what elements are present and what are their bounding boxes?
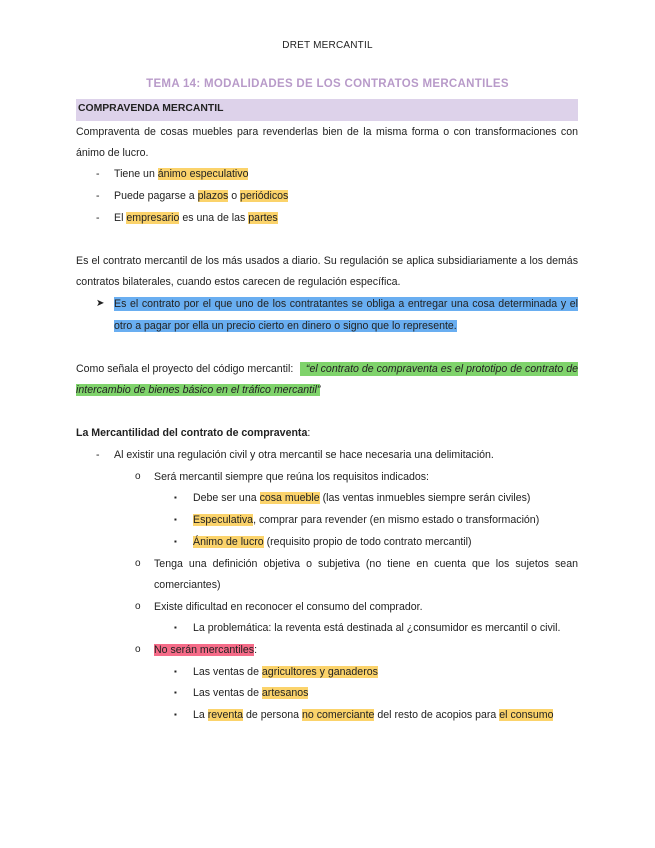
list-item xyxy=(114,167,248,181)
list-item-text: , comprar para revender (en mismo estado o transformación) xyxy=(253,514,540,526)
list-item-text: El xyxy=(114,212,127,224)
section-heading: COMPRAVENDA MERCANTIL xyxy=(78,103,224,114)
page-title: TEMA 14: MODALIDADES DE LOS CONTRATOS MERCANTILES xyxy=(146,78,509,90)
paragraph-2-line-1: Es el contrato mercantil de los más usados a diario. Su regulación se aplica subsidiariamente a los demás xyxy=(76,255,578,267)
list-item-text: : xyxy=(254,644,258,656)
quote-intro: Como señala el proyecto del código mercantil: xyxy=(76,363,294,375)
list-item xyxy=(154,643,257,657)
subheading-text: La Mercantilidad del contrato de compraventa xyxy=(76,427,308,439)
list-item-text: Puede pagarse a xyxy=(114,190,198,202)
list-item-text: Las ventas de xyxy=(193,687,262,699)
list-item xyxy=(114,189,288,203)
highlight-orange: el consumo xyxy=(499,709,554,721)
list-item xyxy=(193,686,308,700)
highlight-orange: Ánimo de lucro xyxy=(193,536,264,548)
highlight-orange: Especulativa xyxy=(193,514,254,526)
list-item-line-1: Tenga una definición objetiva o subjetiva (no tiene en cuenta que los sujetos sean xyxy=(154,558,578,570)
list-item-line-2: comerciantes) xyxy=(154,579,221,591)
list-item xyxy=(193,708,553,722)
square-bullet: ▪ xyxy=(174,493,177,502)
paragraph-1-line-2: ánimo de lucro. xyxy=(76,147,149,159)
list-item xyxy=(114,211,278,225)
list-item: Será mercantil siempre que reúna los requisitos indicados: xyxy=(154,471,429,483)
square-bullet: ▪ xyxy=(174,667,177,676)
section-heading-bar xyxy=(76,99,578,121)
square-bullet: ▪ xyxy=(174,623,177,632)
dash-bullet: - xyxy=(96,190,100,202)
arrow-bullet: ➤ xyxy=(96,298,105,309)
list-item xyxy=(193,535,472,549)
page-header: DRET MERCANTIL xyxy=(282,40,373,51)
highlight-orange: partes xyxy=(248,212,278,224)
list-item-text: (las ventas inmuebles siempre serán civiles) xyxy=(319,492,531,504)
list-item-text: La xyxy=(193,709,208,721)
list-item: La problemática: la reventa está destinada al ¿consumidor es mercantil o civil. xyxy=(193,622,561,634)
highlight-pink: No serán mercantiles xyxy=(154,644,255,656)
circle-bullet: o xyxy=(135,644,141,655)
list-item xyxy=(193,665,378,679)
paragraph-1-line-1: Compraventa de cosas muebles para revenderlas bien de la misma forma o con transformaciones con xyxy=(76,126,578,138)
quote-line-1: “el contrato de compraventa es el prototipo de contrato de xyxy=(300,362,578,376)
circle-bullet: o xyxy=(135,558,141,569)
definition-line-2 xyxy=(114,319,457,333)
square-bullet: ▪ xyxy=(174,688,177,697)
highlight-orange: reventa xyxy=(207,709,244,721)
square-bullet: ▪ xyxy=(174,710,177,719)
list-item-text: o xyxy=(228,190,241,202)
list-item-text: Debe ser una xyxy=(193,492,260,504)
highlight-orange: no comerciante xyxy=(301,709,375,721)
list-item-text: Tiene un xyxy=(114,168,158,180)
dash-bullet: - xyxy=(96,212,100,224)
highlight-orange: artesanos xyxy=(261,687,309,699)
highlight-green: intercambio de bienes básico en el tráfico mercantil” xyxy=(76,384,321,396)
square-bullet: ▪ xyxy=(174,537,177,546)
highlight-orange: empresario xyxy=(126,212,180,224)
list-item-text: del resto de acopios para xyxy=(374,709,500,721)
list-item-text: es una de las xyxy=(179,212,249,224)
highlight-orange: cosa mueble xyxy=(259,492,320,504)
circle-bullet: o xyxy=(135,601,141,612)
list-item xyxy=(193,513,539,527)
dash-bullet: - xyxy=(96,168,100,180)
definition-line-1: Es el contrato por el que uno de los contratantes se obliga a entregar una cosa determinada y el xyxy=(114,298,578,310)
highlight-orange: ánimo especulativo xyxy=(157,168,249,180)
list-item: Existe dificultad en reconocer el consumo del comprador. xyxy=(154,601,423,613)
list-item-text: (requisito propio de todo contrato mercantil) xyxy=(263,536,472,548)
circle-bullet: o xyxy=(135,471,141,482)
dash-bullet: - xyxy=(96,449,100,461)
list-item xyxy=(193,491,530,505)
quote-line-2 xyxy=(76,383,320,397)
square-bullet: ▪ xyxy=(174,515,177,524)
highlight-orange: plazos xyxy=(197,190,229,202)
highlight-blue: otro a pagar por ella un precio cierto en dinero o signo que lo represente. xyxy=(114,320,457,332)
paragraph-2-line-2: contratos bilaterales, cuando estos carecen de regulación específica. xyxy=(76,276,401,288)
subheading xyxy=(76,426,310,440)
list-item: Al existir una regulación civil y otra mercantil se hace necesaria una delimitación. xyxy=(114,449,494,461)
list-item-text: Las ventas de xyxy=(193,666,262,678)
highlight-orange: periódicos xyxy=(240,190,289,202)
subheading-colon: : xyxy=(307,427,311,439)
highlight-orange: agricultores y ganaderos xyxy=(261,666,378,678)
list-item-text: de persona xyxy=(243,709,302,721)
